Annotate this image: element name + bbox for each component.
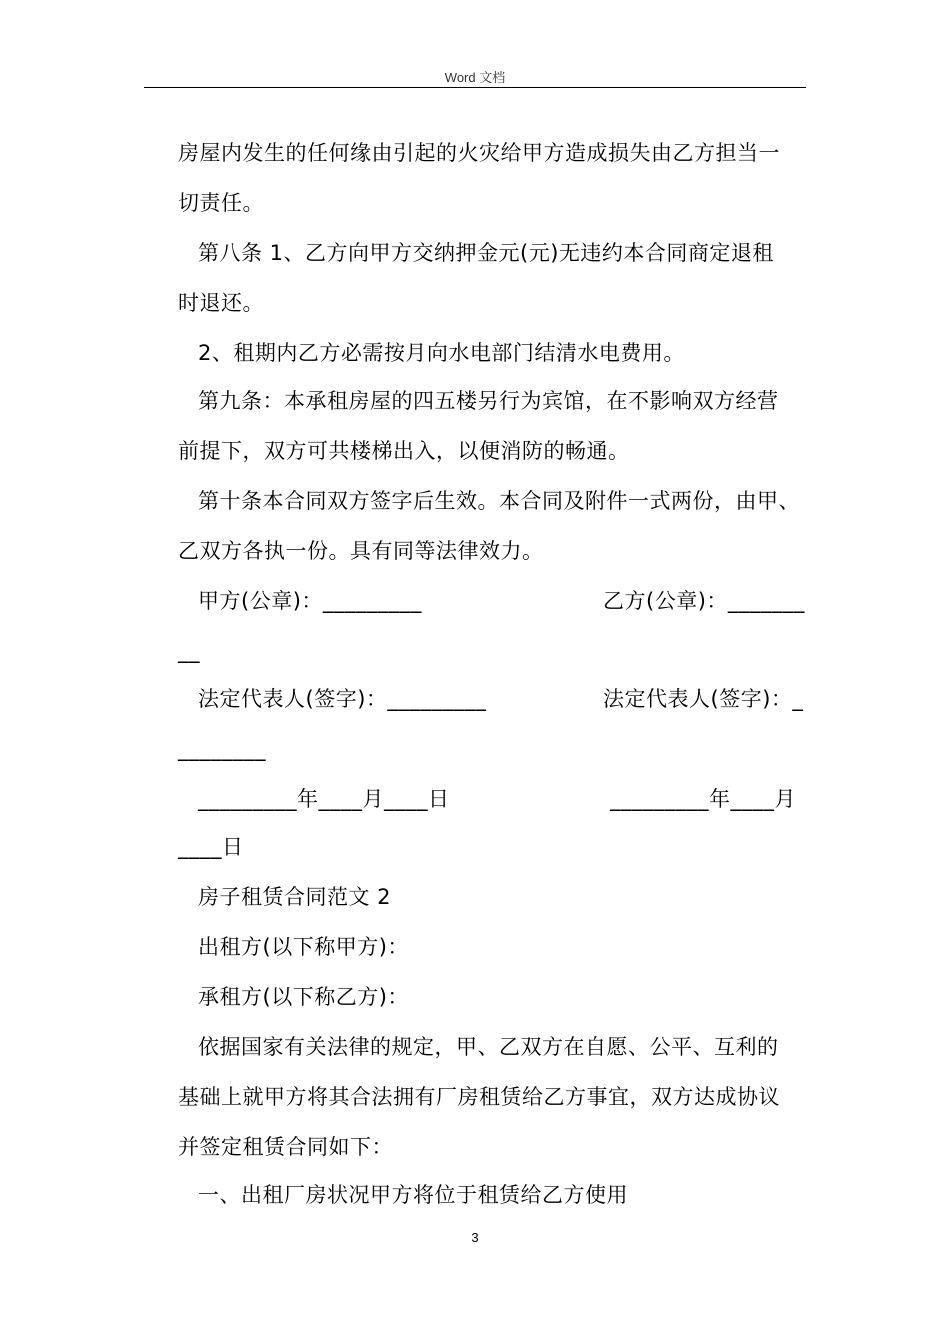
page-number: 3 (471, 1230, 479, 1245)
body-line: 乙双方各执一份。具有同等法律效力。 (178, 539, 544, 563)
party-b-representative-line: 法定代表人(签字)：_ (603, 687, 804, 711)
body-line: 出租方(以下称甲方)： (198, 935, 409, 959)
body-line: 2、租期内乙方必需按月向水电部门结清水电费用。 (198, 341, 685, 365)
body-line: 并签定租赁合同如下： (178, 1135, 393, 1159)
party-a-representative-line: 法定代表人(签字)：_________ (198, 687, 487, 711)
body-line: 房屋内发生的任何缘由引起的火灾给甲方造成损失由乙方担当一 (178, 141, 780, 165)
party-b-seal-line: 乙方(公章)：_______ (603, 589, 805, 613)
body-line: 前提下，双方可共楼梯出入，以便消防的畅通。 (178, 439, 630, 463)
party-b-date-line: _________年____月 (610, 787, 796, 811)
section-title: 房子租赁合同范文 2 (198, 885, 392, 909)
body-line: 第八条 1、乙方向甲方交纳押金元(元)无违约本合同商定退租 (198, 241, 774, 265)
body-line: ____日 (178, 835, 244, 859)
party-a-seal-line: 甲方(公章)：_________ (198, 589, 422, 613)
body-line: 第十条本合同双方签字后生效。本合同及附件一式两份，由甲、 (198, 489, 800, 513)
party-a-date-line: _________年____月____日 (198, 787, 450, 811)
body-line: 时退还。 (178, 291, 264, 315)
body-line: 第九条：本承租房屋的四五楼另行为宾馆，在不影响双方经营 (198, 389, 779, 413)
header-divider (144, 87, 806, 88)
body-line: __ (178, 639, 200, 663)
body-line: 依据国家有关法律的规定，甲、乙双方在自愿、公平、互利的 (198, 1035, 779, 1059)
page-header-title: Word 文档 (444, 70, 506, 85)
body-line: 承租方(以下称乙方)： (198, 985, 409, 1009)
body-line: 切责任。 (178, 191, 264, 215)
body-line: ________ (178, 737, 266, 761)
body-line: 基础上就甲方将其合法拥有厂房租赁给乙方事宜，双方达成协议 (178, 1085, 780, 1109)
body-line: 一、出租厂房状况甲方将位于租赁给乙方使用 (198, 1183, 628, 1207)
